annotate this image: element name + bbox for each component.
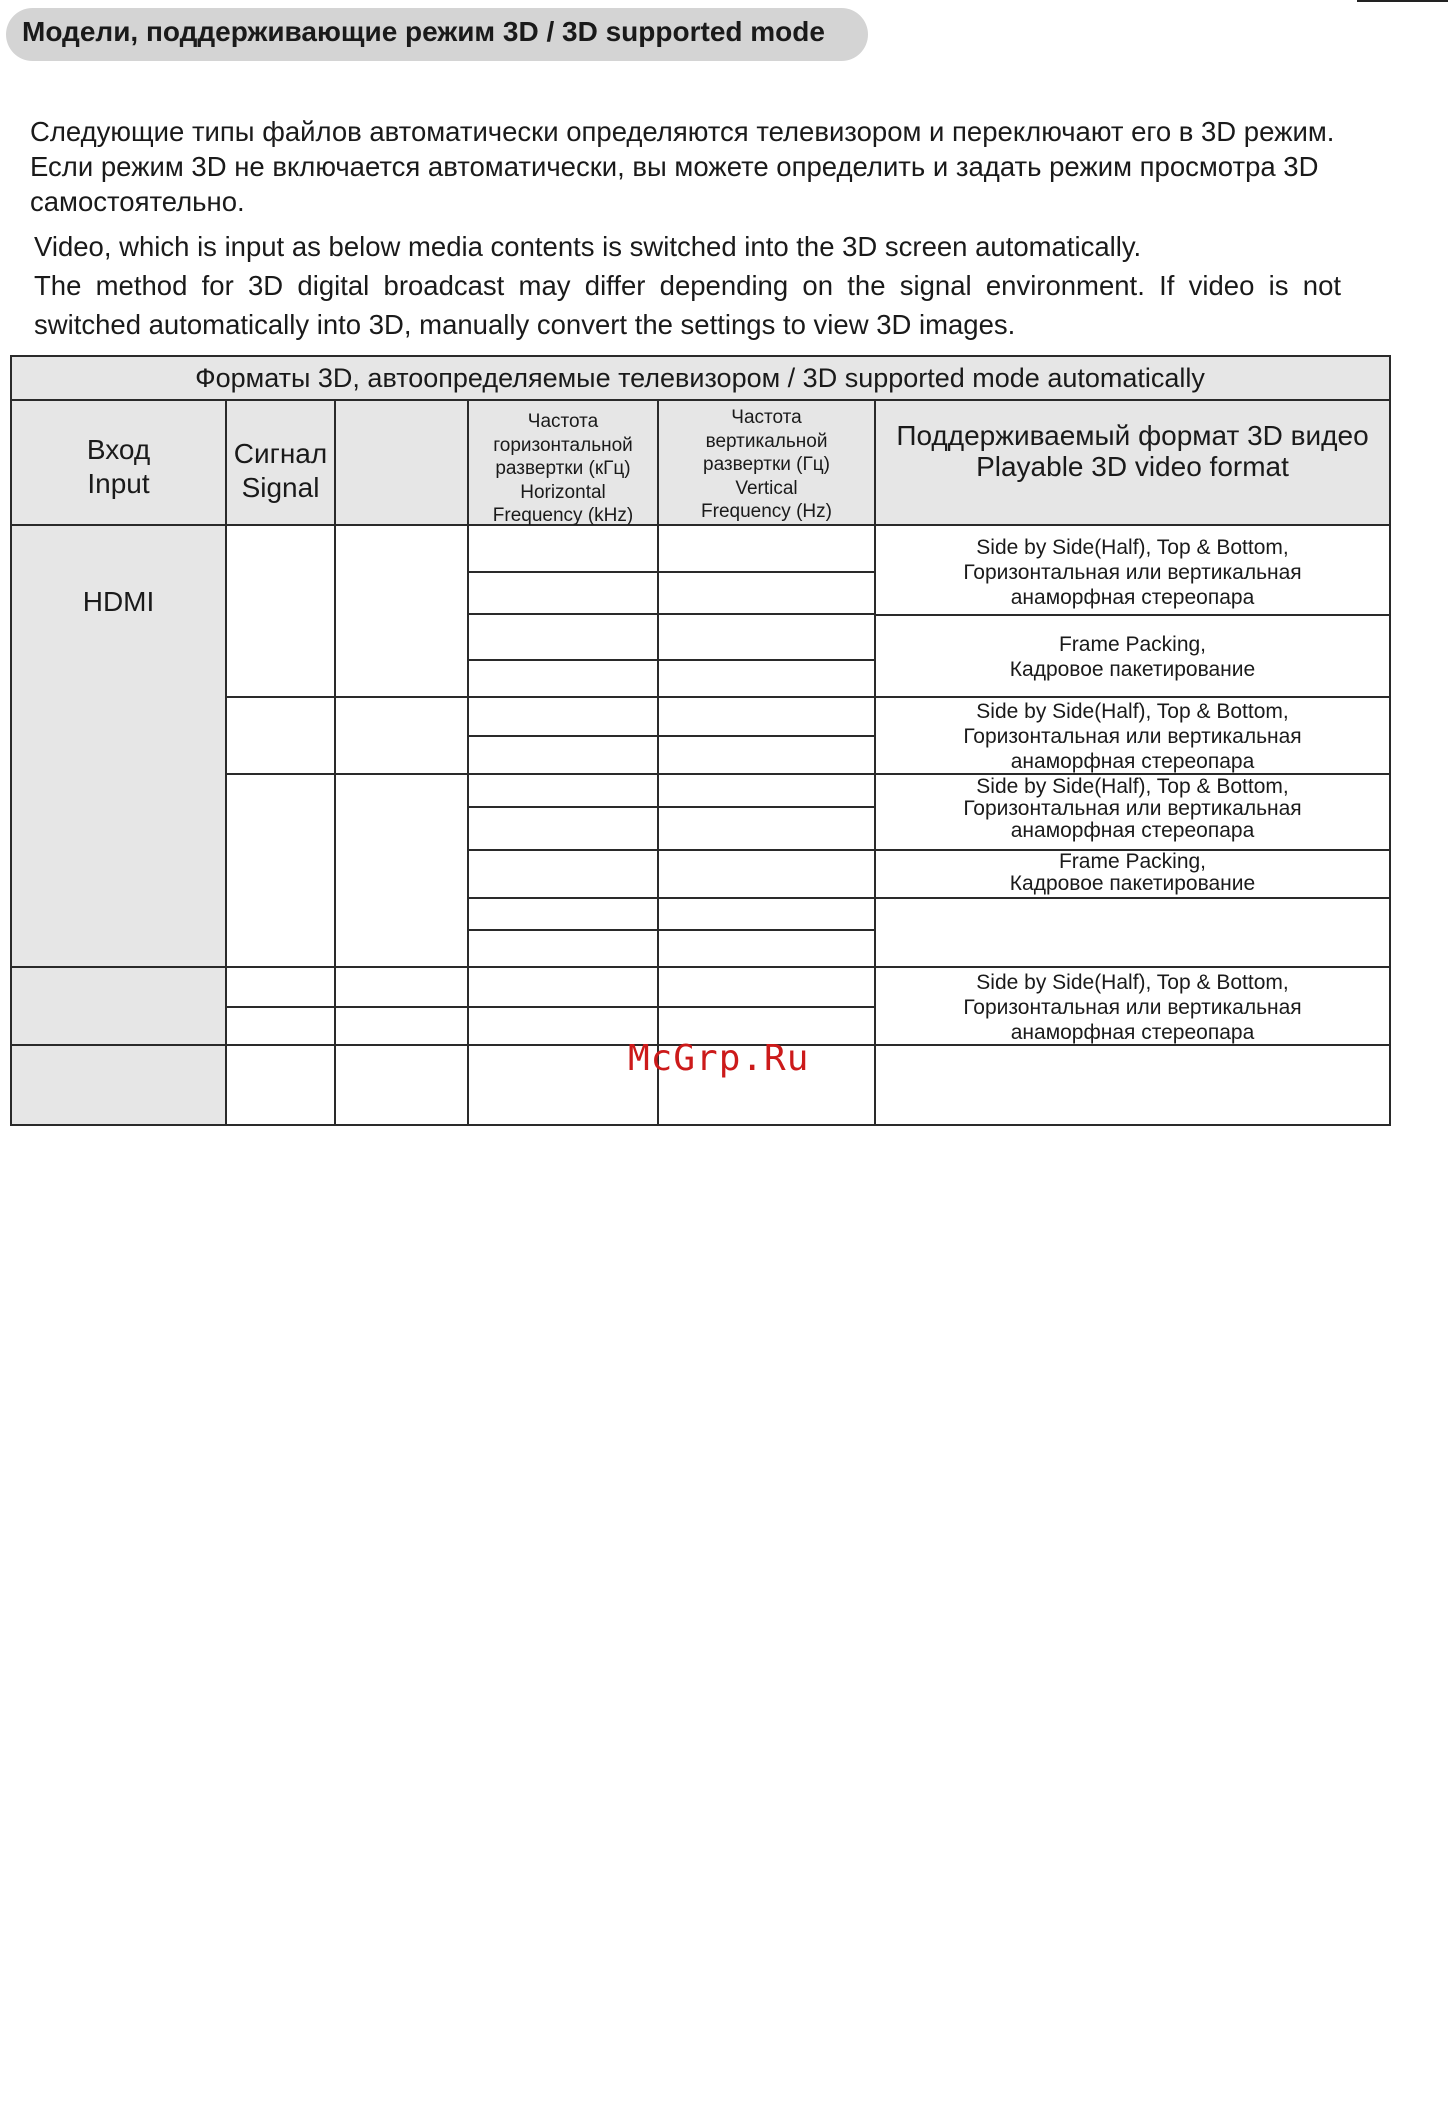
format-line: Side by Side(Half), Top & Bottom, xyxy=(976,971,1289,994)
format-divider xyxy=(875,614,1391,616)
format-line: Frame Packing, xyxy=(1058,850,1207,873)
header-input-en: Input xyxy=(87,468,150,499)
format-line: Кадровое пакетирование xyxy=(1009,872,1256,895)
header-format-en: Playable 3D video format xyxy=(976,451,1289,482)
header-divider xyxy=(10,524,1391,526)
header-hfreq xyxy=(469,410,657,528)
section-title: Модели, поддерживающие режим 3D / 3D supported mode xyxy=(22,16,825,47)
intro-en-line-2: The method for 3D digital broadcast may differ depending on the signal environment. If video is not xyxy=(34,270,1341,301)
header-input-ru: Вход xyxy=(86,434,151,465)
watermark-text: McGrp.Ru xyxy=(628,1038,810,1079)
format-line: Side by Side(Half), Top & Bottom, xyxy=(976,775,1289,798)
format-line: Frame Packing, xyxy=(1058,633,1207,656)
freq-row-line xyxy=(467,613,875,615)
format-frame-packing xyxy=(876,632,1389,682)
freq-row-line xyxy=(226,1006,875,1008)
format-line: анаморфная стереопара xyxy=(1010,819,1255,842)
freq-row-line xyxy=(467,571,875,573)
table-top-border xyxy=(10,355,1391,357)
header-format xyxy=(876,420,1389,482)
vfreq-line: Vertical xyxy=(735,477,798,499)
format-sbs xyxy=(876,776,1389,842)
format-line: Горизонтальная или вертикальная xyxy=(963,996,1302,1019)
freq-row-line xyxy=(467,806,875,808)
col-divider-input xyxy=(225,400,227,1126)
hfreq-line: Частота xyxy=(527,411,599,432)
header-signal-ru: Сигнал xyxy=(233,438,328,469)
table-bottom-border xyxy=(10,1124,1391,1126)
freq-row-line xyxy=(467,849,875,851)
format-line: Side by Side(Half), Top & Bottom, xyxy=(976,700,1289,723)
table-right-border xyxy=(1389,355,1391,1126)
freq-row-line xyxy=(467,897,875,899)
group-divider-3 xyxy=(10,966,1391,968)
group-divider-1 xyxy=(226,696,1391,698)
intro-en-line-1: Video, which is input as below media contents is switched into the 3D screen automatically. xyxy=(34,231,1142,262)
format-line: Кадровое пакетирование xyxy=(1009,658,1256,681)
col-divider-signal xyxy=(334,400,336,1126)
format-line: Горизонтальная или вертикальная xyxy=(963,561,1302,584)
format-divider xyxy=(875,897,1391,899)
format-sbs xyxy=(876,970,1389,1045)
header-signal-en: Signal xyxy=(241,472,320,503)
header-vfreq xyxy=(659,406,874,524)
hfreq-line: Horizontal xyxy=(520,481,606,503)
header-input xyxy=(12,433,225,501)
format-line: Горизонтальная или вертикальная xyxy=(963,725,1302,748)
title-divider xyxy=(10,399,1391,401)
hfreq-line: развертки (кГц) xyxy=(495,458,631,479)
vfreq-line: Частота xyxy=(731,407,802,428)
vfreq-line: Frequency (Hz) xyxy=(701,501,832,522)
table-title: Форматы 3D, автоопределяемые телевизором / 3D supported mode automatically xyxy=(195,363,1205,393)
intro-ru-line-2: Если режим 3D не включается автоматически, вы можете определить и задать режим просмотра 3D xyxy=(30,151,1319,182)
intro-ru-line-3: самостоятельно. xyxy=(30,186,245,217)
input-hdmi: HDMI xyxy=(82,586,155,617)
vfreq-line: развертки (Гц) xyxy=(703,454,830,475)
intro-en-line-3: switched automatically into 3D, manually convert the settings to view 3D images. xyxy=(34,309,1016,340)
format-sbs xyxy=(876,699,1389,774)
vfreq-line: вертикальной xyxy=(705,430,828,452)
format-line: анаморфная стереопара xyxy=(1010,1021,1255,1044)
hfreq-line: Frequency (kHz) xyxy=(492,505,634,526)
format-line: анаморфная стереопара xyxy=(1010,586,1255,609)
freq-row-line xyxy=(467,735,875,737)
intro-ru-line-1: Следующие типы файлов автоматически определяются телевизором и переключают его в 3D режим. xyxy=(30,116,1335,147)
format-frame-packing xyxy=(876,851,1389,895)
freq-row-line xyxy=(467,659,875,661)
freq-row-line xyxy=(467,929,875,931)
header-format-ru: Поддерживаемый формат 3D видео xyxy=(896,420,1369,451)
format-line: Side by Side(Half), Top & Bottom, xyxy=(976,536,1289,559)
format-line: Горизонтальная или вертикальная xyxy=(963,797,1302,820)
format-sbs xyxy=(876,535,1389,610)
format-line: анаморфная стереопара xyxy=(1010,750,1255,773)
hfreq-line: горизонтальной xyxy=(493,434,633,456)
header-signal xyxy=(227,437,334,505)
